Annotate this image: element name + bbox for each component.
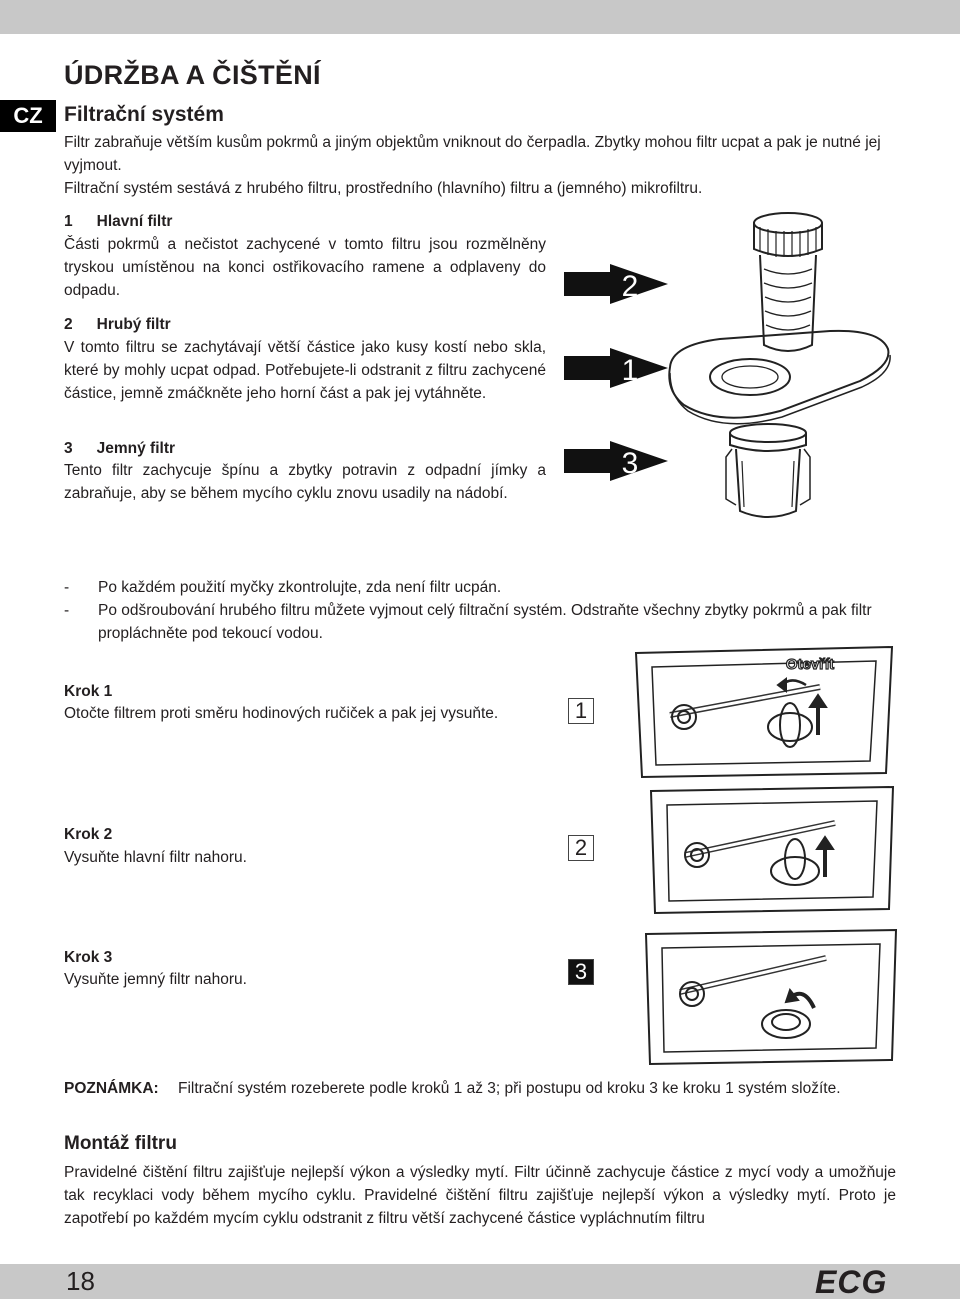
filter-item-2-label: Hrubý filtr (96, 316, 171, 333)
step-3-number: 3 (568, 959, 594, 985)
filter-item-1-number: 1 (64, 213, 73, 230)
filter-system-heading: Filtrační systém (64, 103, 224, 126)
bullet-item: - Po odšroubování hrubého filtru můžete vyjmout celý filtrační systém. Odstraňte všechny zbytky pokrmů a pak filtr propláchněte pod tekoucí vodou. (64, 602, 872, 642)
note-label: POZNÁMKA: (64, 1080, 159, 1097)
page-number: 18 (66, 1266, 95, 1296)
step-1-illustration (630, 645, 900, 783)
filter-item-3-number: 3 (64, 440, 73, 457)
assembly-heading: Montáž filtru (64, 1133, 177, 1154)
step-3-illustration (640, 928, 902, 1068)
brand-logo: ECG (815, 1264, 888, 1299)
note-text: Filtrační systém rozeberete podle kroků 1 až 3; při postupu od kroku 3 ke kroku 1 systém složíte. (178, 1080, 841, 1097)
language-tab: CZ (0, 100, 56, 132)
filter-intro-1: Filtr zabraňuje větším kusům pokrmů a jiným objektům vniknout do čerpadla. Zbytky mohou filtr ucpat a pak je nutné jej vyjmout. (64, 134, 881, 174)
step-2-number: 2 (568, 835, 594, 861)
filter-item-3-label: Jemný filtr (96, 440, 176, 457)
step-1-title: Krok 1 (64, 683, 113, 700)
open-label: Otevřít (785, 656, 835, 673)
arrow-label-3 (564, 441, 668, 481)
filter-item-3-title (64, 437, 175, 460)
filter-item-3-text: Tento filtr zachycuje špínu a zbytky potravin z odpadní jímky a zabraňuje, aby se během mycího cyklu znovu usadily na nádobí. (64, 462, 546, 502)
filter-item-1-label: Hlavní filtr (96, 213, 173, 230)
arrow-label-3-text: 3 (621, 447, 639, 480)
bullet-text: Po každém použití myčky zkontrolujte, zda není filtr ucpán. (98, 579, 502, 596)
step-3-title: Krok 3 (64, 949, 113, 966)
arrow-label-2 (564, 264, 668, 304)
page-title: ÚDRŽBA A ČIŠTĚNÍ (64, 60, 321, 90)
arrow-label-1-text: 1 (621, 354, 639, 387)
filter-item-1-text: Části pokrmů a nečistot zachycené v tomto filtru jsou rozmělněny tryskou umístěnou na konci ostřikovacího ramene a odplaveny do odpadu. (64, 236, 546, 299)
filter-assembly-illustration (660, 205, 900, 530)
step-1-text: Otočte filtrem proti směru hodinových ručiček a pak jej vysuňte. (64, 705, 499, 722)
top-bar (0, 0, 960, 34)
step-2-text: Vysuňte hlavní filtr nahoru. (64, 849, 247, 866)
filter-item-2-number: 2 (64, 316, 73, 333)
bullet-text: Po odšroubování hrubého filtru můžete vyjmout celý filtrační systém. Odstraňte všechny zbytky pokrmů a pak filtr propláchněte pod tekoucí vodou. (98, 602, 872, 642)
step-2-illustration (645, 785, 900, 917)
arrow-label-2-text: 2 (621, 270, 639, 303)
filter-item-1-title (64, 210, 172, 233)
usage-bullets (64, 576, 902, 645)
filter-item-2-text: V tomto filtru se zachytávají větší částice jako kusy kostí nebo skla, které by mohly ucpat odpad. Potřebujete-li odstranit z filtru zachycené částice, jemně zmáčkněte jeho horní část a pak jej vytáhněte. (64, 339, 546, 402)
step-1-number: 1 (568, 698, 594, 724)
step-3-text: Vysuňte jemný filtr nahoru. (64, 971, 247, 988)
arrow-label-1 (564, 348, 668, 388)
assembly-text: Pravidelné čištění filtru zajišťuje nejlepší výkon a výsledky mytí. Filtr účinně zachycuje částice z mycí vody a umožňuje tak recyklaci vody během mycího cyklu. Pravidelné čištění filtru zajišťuje nejlepší výkon a výsledky mytí. Proto je zapotřebí po každém mycím cyklu odstranit z filtru větší zachycené částice vypláchnutím filtru (64, 1164, 896, 1227)
bullet-item: - Po každém použití myčky zkontrolujte, zda není filtr ucpán. (64, 579, 502, 596)
step-2-title: Krok 2 (64, 826, 113, 843)
filter-item-2-title (64, 313, 171, 336)
filter-intro-2: Filtrační systém sestává z hrubého filtru, prostředního (hlavního) filtru a (jemného) mikrofiltru. (64, 180, 703, 197)
